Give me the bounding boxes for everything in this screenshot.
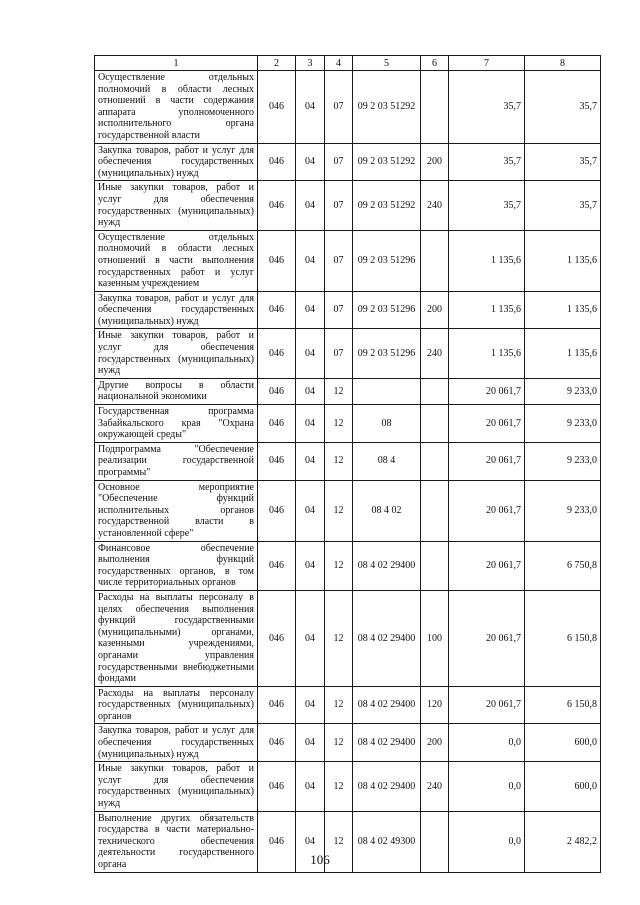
row-name: Другие вопросы в области национальной экономики <box>95 378 258 404</box>
target-article-code: 08 4 02 29400 <box>353 590 421 686</box>
header-cell: 7 <box>449 56 525 71</box>
row-name: Государственная программа Забайкальского края "Охрана окружающей среды" <box>95 405 258 443</box>
subsection-code: 07 <box>325 143 353 181</box>
amount-col-8: 1 135,6 <box>525 291 601 329</box>
subsection-code: 12 <box>325 686 353 724</box>
row-name: Иные закупки товаров, работ и услуг для обеспечения государственных (муниципальных) нужд <box>95 181 258 230</box>
section-code: 04 <box>296 291 325 329</box>
target-article-code: 09 2 03 51296 <box>353 230 421 291</box>
amount-col-8: 6 150,8 <box>525 590 601 686</box>
expense-type-code <box>421 480 449 541</box>
expense-type-code <box>421 71 449 144</box>
row-name: Осуществление отдельных полномочий в области лесных отношений в части выполнения государственных работ и услуг казенным учреждением <box>95 230 258 291</box>
section-code: 04 <box>296 762 325 811</box>
amount-col-7: 35,7 <box>449 71 525 144</box>
section-code: 04 <box>296 230 325 291</box>
amount-col-7: 20 061,7 <box>449 442 525 480</box>
admin-code: 046 <box>258 762 296 811</box>
admin-code: 046 <box>258 442 296 480</box>
admin-code: 046 <box>258 71 296 144</box>
subsection-code: 07 <box>325 291 353 329</box>
amount-col-8: 9 233,0 <box>525 405 601 443</box>
amount-col-8: 9 233,0 <box>525 378 601 404</box>
section-code: 04 <box>296 686 325 724</box>
header-cell: 6 <box>421 56 449 71</box>
table-row <box>95 291 601 329</box>
table-body <box>95 56 601 873</box>
section-code: 04 <box>296 541 325 590</box>
page-number: 106 <box>310 852 330 867</box>
subsection-code: 12 <box>325 590 353 686</box>
target-article-code: 08 4 02 29400 <box>353 541 421 590</box>
amount-col-8: 1 135,6 <box>525 230 601 291</box>
subsection-code: 12 <box>325 442 353 480</box>
amount-col-8: 35,7 <box>525 71 601 144</box>
section-code: 04 <box>296 181 325 230</box>
table-row <box>95 762 601 811</box>
header-cell: 8 <box>525 56 601 71</box>
subsection-code: 12 <box>325 378 353 404</box>
target-article-code: 09 2 03 51292 <box>353 181 421 230</box>
row-name: Финансовое обеспечение выполнения функций государственных органов, в том числе территориальных органов <box>95 541 258 590</box>
row-name: Расходы на выплаты персоналу государственных (муниципальных) органов <box>95 686 258 724</box>
header-cell: 4 <box>325 56 353 71</box>
row-name: Закупка товаров, работ и услуг для обеспечения государственных (муниципальных) нужд <box>95 143 258 181</box>
amount-col-7: 1 135,6 <box>449 291 525 329</box>
expense-type-code <box>421 541 449 590</box>
section-code: 04 <box>296 724 325 762</box>
target-article-code: 09 2 03 51296 <box>353 291 421 329</box>
expense-type-code: 120 <box>421 686 449 724</box>
table-row <box>95 724 601 762</box>
expense-type-code: 200 <box>421 724 449 762</box>
section-code: 04 <box>296 811 325 872</box>
table-row <box>95 378 601 404</box>
row-name: Выполнение других обязательств государства в части материально-технического обеспечения деятельности государственного органа <box>95 811 258 872</box>
target-article-code: 08 4 <box>353 442 421 480</box>
amount-col-7: 20 061,7 <box>449 480 525 541</box>
subsection-code: 07 <box>325 230 353 291</box>
subsection-code: 12 <box>325 541 353 590</box>
row-name: Осуществление отдельных полномочий в области лесных отношений в части содержания аппарата уполномоченного исполнительного органа государственной власти <box>95 71 258 144</box>
section-code: 04 <box>296 405 325 443</box>
amount-col-7: 35,7 <box>449 143 525 181</box>
table-row <box>95 181 601 230</box>
section-code: 04 <box>296 480 325 541</box>
amount-col-8: 6 150,8 <box>525 686 601 724</box>
table-row <box>95 230 601 291</box>
expense-type-code <box>421 230 449 291</box>
target-article-code: 09 2 03 51292 <box>353 143 421 181</box>
section-code: 04 <box>296 143 325 181</box>
expense-type-code <box>421 442 449 480</box>
admin-code: 046 <box>258 378 296 404</box>
admin-code: 046 <box>258 329 296 378</box>
subsection-code: 07 <box>325 329 353 378</box>
table-row <box>95 442 601 480</box>
amount-col-8: 9 233,0 <box>525 442 601 480</box>
section-code: 04 <box>296 329 325 378</box>
admin-code: 046 <box>258 230 296 291</box>
expense-type-code: 100 <box>421 590 449 686</box>
section-code: 04 <box>296 442 325 480</box>
amount-col-7: 35,7 <box>449 181 525 230</box>
amount-col-7: 0,0 <box>449 762 525 811</box>
target-article-code: 08 4 02 29400 <box>353 724 421 762</box>
row-name: Основное мероприятие "Обеспечение функций исполнительных органов государственной власти в установленной сфере" <box>95 480 258 541</box>
header-cell: 2 <box>258 56 296 71</box>
amount-col-7: 20 061,7 <box>449 541 525 590</box>
admin-code: 046 <box>258 181 296 230</box>
target-article-code: 08 4 02 49300 <box>353 811 421 872</box>
subsection-code: 07 <box>325 181 353 230</box>
row-name: Подпрограмма "Обеспечение реализации государственной программы" <box>95 442 258 480</box>
amount-col-8: 2 482,2 <box>525 811 601 872</box>
section-code: 04 <box>296 590 325 686</box>
expense-type-code: 240 <box>421 181 449 230</box>
target-article-code: 08 <box>353 405 421 443</box>
admin-code: 046 <box>258 686 296 724</box>
amount-col-7: 0,0 <box>449 811 525 872</box>
amount-col-8: 600,0 <box>525 762 601 811</box>
section-code: 04 <box>296 71 325 144</box>
target-article-code: 09 2 03 51292 <box>353 71 421 144</box>
header-cell: 1 <box>95 56 258 71</box>
table-row <box>95 541 601 590</box>
amount-col-8: 35,7 <box>525 181 601 230</box>
admin-code: 046 <box>258 724 296 762</box>
table-row <box>95 71 601 144</box>
expense-type-code: 200 <box>421 291 449 329</box>
subsection-code: 12 <box>325 762 353 811</box>
row-name: Иные закупки товаров, работ и услуг для обеспечения государственных (муниципальных) нужд <box>95 329 258 378</box>
expense-type-code <box>421 405 449 443</box>
header-row <box>95 56 601 71</box>
admin-code: 046 <box>258 480 296 541</box>
subsection-code: 12 <box>325 480 353 541</box>
target-article-code: 08 4 02 <box>353 480 421 541</box>
header-cell: 5 <box>353 56 421 71</box>
subsection-code: 12 <box>325 724 353 762</box>
admin-code: 046 <box>258 405 296 443</box>
admin-code: 046 <box>258 541 296 590</box>
amount-col-7: 1 135,6 <box>449 230 525 291</box>
subsection-code: 12 <box>325 405 353 443</box>
table-row <box>95 686 601 724</box>
row-name: Закупка товаров, работ и услуг для обеспечения государственных (муниципальных) нужд <box>95 291 258 329</box>
target-article-code <box>353 378 421 404</box>
amount-col-8: 9 233,0 <box>525 480 601 541</box>
row-name: Расходы на выплаты персоналу в целях обеспечения выполнения функций государственными (муниципальными) органами, казенными учреждениями, органами управления государственными внебюджетными фондами <box>95 590 258 686</box>
section-code: 04 <box>296 378 325 404</box>
amount-col-8: 35,7 <box>525 143 601 181</box>
target-article-code: 09 2 03 51296 <box>353 329 421 378</box>
target-article-code: 08 4 02 29400 <box>353 762 421 811</box>
table-row <box>95 405 601 443</box>
amount-col-7: 1 135,6 <box>449 329 525 378</box>
amount-col-7: 20 061,7 <box>449 405 525 443</box>
amount-col-7: 20 061,7 <box>449 686 525 724</box>
table-row <box>95 143 601 181</box>
expense-type-code: 200 <box>421 143 449 181</box>
admin-code: 046 <box>258 811 296 872</box>
subsection-code: 07 <box>325 71 353 144</box>
admin-code: 046 <box>258 143 296 181</box>
admin-code: 046 <box>258 590 296 686</box>
target-article-code: 08 4 02 29400 <box>353 686 421 724</box>
table-row <box>95 590 601 686</box>
amount-col-8: 1 135,6 <box>525 329 601 378</box>
subsection-code: 12 <box>325 811 353 872</box>
budget-table <box>94 55 601 873</box>
amount-col-8: 600,0 <box>525 724 601 762</box>
amount-col-7: 20 061,7 <box>449 378 525 404</box>
expense-type-code: 240 <box>421 329 449 378</box>
expense-type-code <box>421 378 449 404</box>
table-row <box>95 329 601 378</box>
row-name: Закупка товаров, работ и услуг для обеспечения государственных (муниципальных) нужд <box>95 724 258 762</box>
amount-col-7: 20 061,7 <box>449 590 525 686</box>
amount-col-8: 6 750,8 <box>525 541 601 590</box>
admin-code: 046 <box>258 291 296 329</box>
amount-col-7: 0,0 <box>449 724 525 762</box>
row-name: Иные закупки товаров, работ и услуг для обеспечения государственных (муниципальных) нужд <box>95 762 258 811</box>
header-cell: 3 <box>296 56 325 71</box>
table-row <box>95 480 601 541</box>
expense-type-code: 240 <box>421 762 449 811</box>
